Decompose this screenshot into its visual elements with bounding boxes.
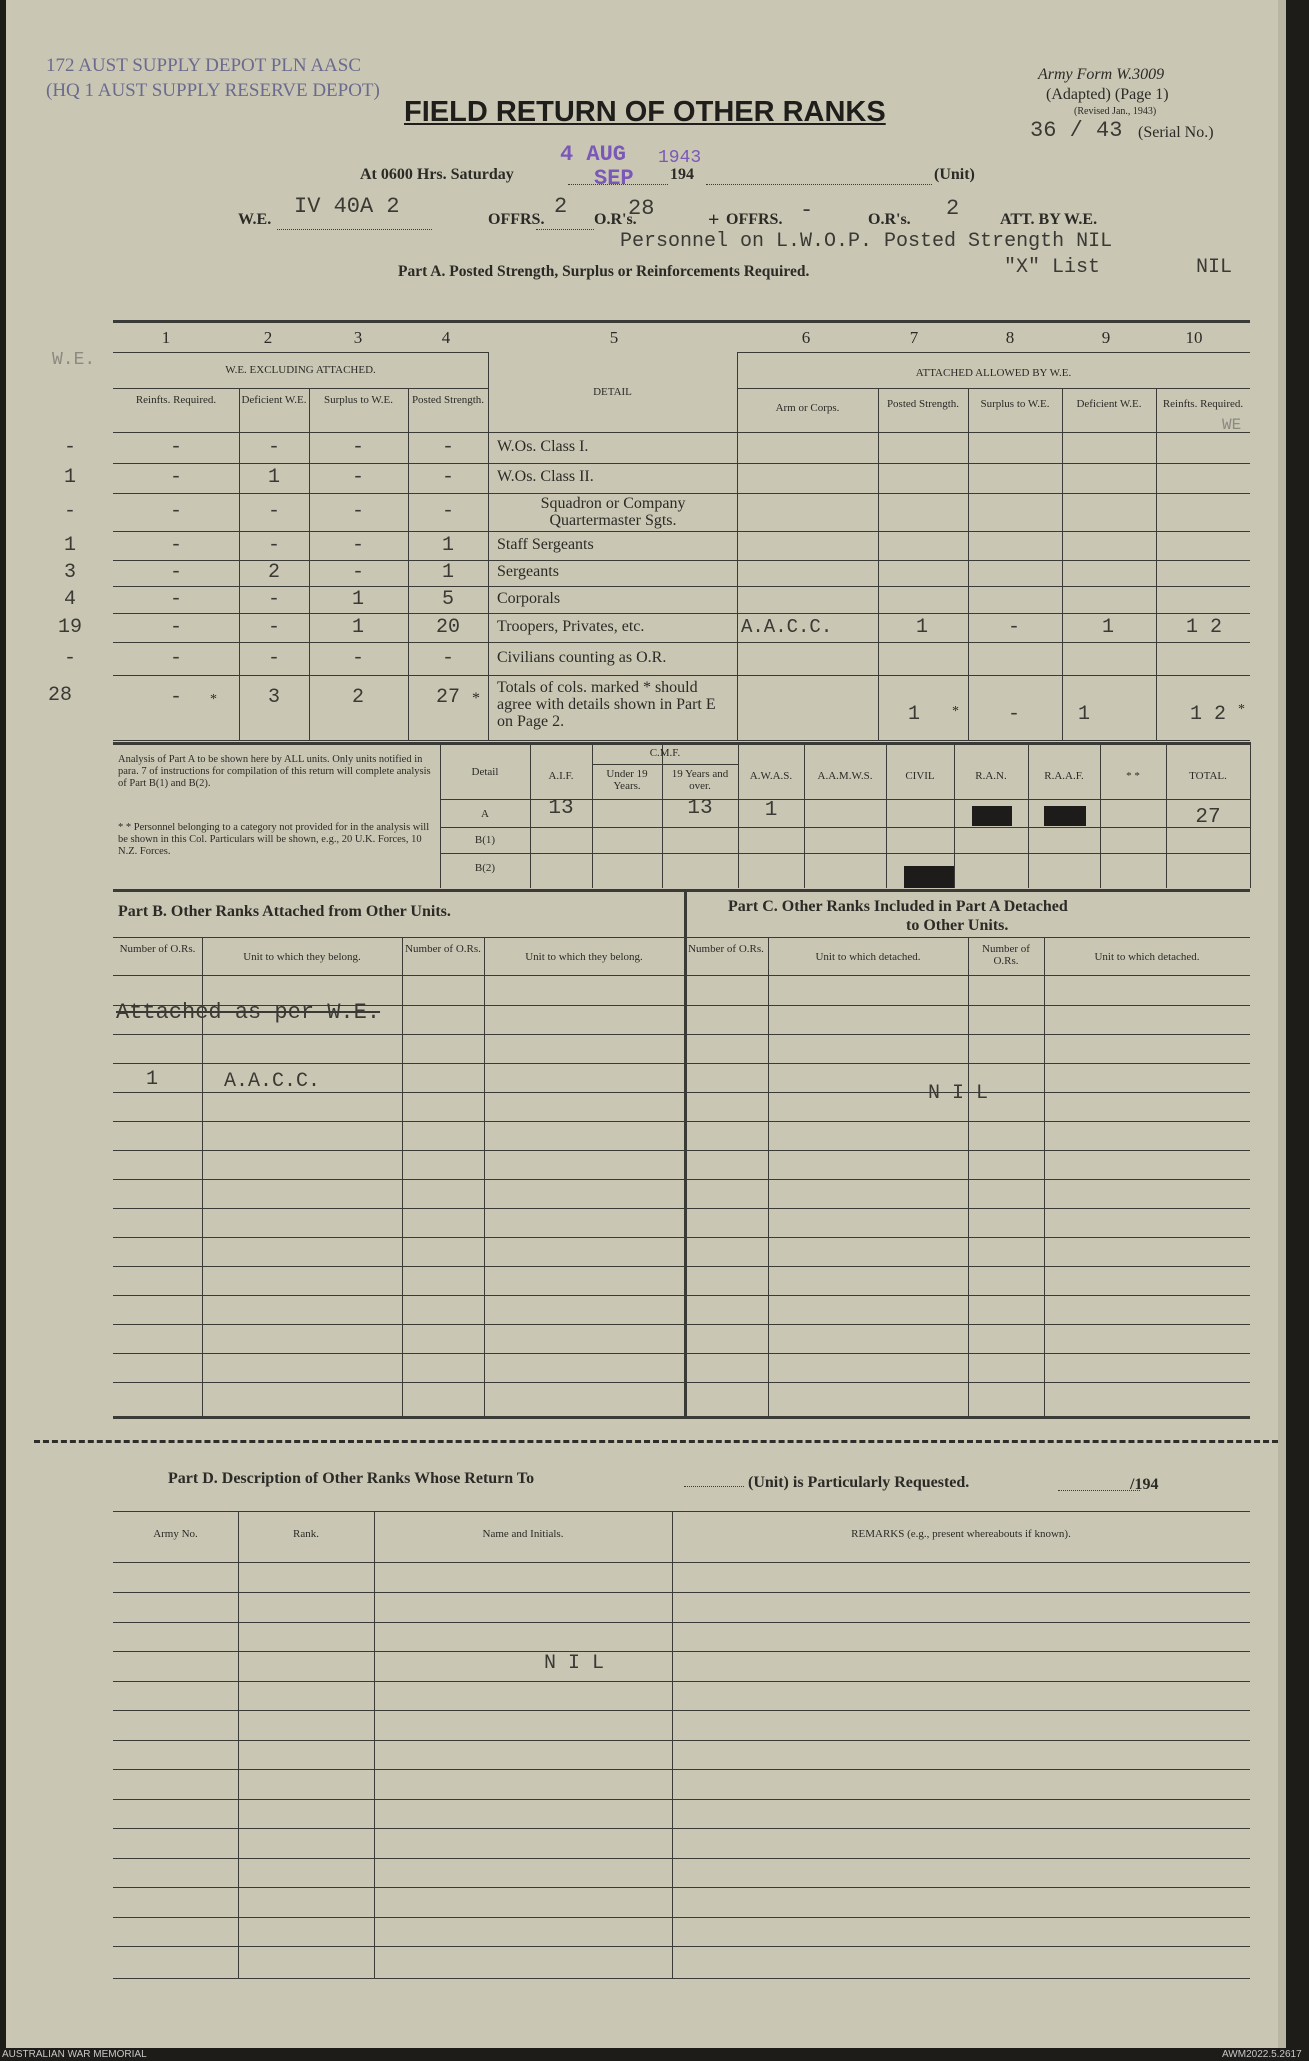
ors2-value: 2 — [946, 196, 960, 221]
army-form-label: Army Form W.3009 — [1038, 66, 1165, 83]
column-line — [968, 388, 969, 740]
table-cell: - — [169, 646, 182, 670]
part-bc-bottom-rule — [113, 1416, 1250, 1419]
part-c-title-1: Part C. Other Ranks Included in Part A Detached — [728, 898, 1068, 915]
table-cell: 20 — [435, 615, 460, 639]
column-number: 8 — [1005, 328, 1015, 347]
lwop-note: Personnel on L.W.O.P. Posted Strength NIL — [620, 230, 1113, 253]
redaction-civil-b2 — [904, 866, 954, 888]
table-cell: - — [267, 500, 280, 523]
ors2-label: O.R's. — [868, 211, 911, 228]
analysis-row-label: B(2) — [474, 862, 496, 874]
part-d-row-line — [113, 1622, 1250, 1623]
part-d-column-line — [374, 1511, 375, 1978]
x-list-note: "X" List NIL — [1004, 256, 1233, 279]
detail-label: W.Os. Class I. — [497, 437, 589, 455]
table-cell: - — [351, 533, 364, 557]
bc-row-line — [113, 1208, 1250, 1209]
arm-corps-cell: A.A.C.C. — [741, 615, 833, 638]
bc-column-line — [484, 937, 485, 1416]
total-cell: 2 — [351, 686, 364, 709]
we-value-cell: - — [63, 646, 76, 670]
table-cell: - — [351, 435, 364, 459]
bc-row-line — [113, 1005, 1250, 1006]
detail-label: Staff Sergeants — [497, 535, 594, 553]
totals-detail-label: Totals of cols. marked * should agree with details shown in Part E on Page 2. — [497, 679, 716, 730]
bc-row-line — [113, 1324, 1250, 1325]
we-value-cell: 19 — [57, 615, 82, 639]
column-number: 4 — [441, 328, 451, 347]
part-c-entry: N I L — [928, 1082, 989, 1105]
detail-label: Troopers, Privates, etc. — [497, 617, 645, 635]
part-d-row-line — [113, 1858, 1250, 1859]
offrs2-label: OFFRS. — [726, 211, 783, 228]
analysis-column-header: TOTAL. — [1189, 770, 1227, 782]
table-cell: - — [169, 587, 182, 611]
column-line — [878, 388, 879, 740]
analysis-column-header: R.A.A.F. — [1044, 770, 1084, 782]
bc-column-header: Number of O.Rs. — [405, 943, 481, 955]
sub-header-right: Posted Strength. — [886, 398, 960, 410]
we-value-cell: - — [63, 435, 76, 459]
part-d-unit-dotline — [684, 1486, 744, 1487]
part-a-bottom-rule — [113, 742, 1250, 745]
table-cell: - — [169, 466, 182, 489]
asterisk-mark: * — [210, 692, 217, 707]
table-cell: - — [1007, 615, 1020, 639]
column-line — [239, 388, 240, 740]
offrs2-value: - — [800, 198, 814, 223]
rule-line — [113, 352, 488, 353]
bc-column-line — [202, 937, 203, 1416]
rule-line — [737, 388, 1250, 389]
bc-row-line — [113, 1121, 1250, 1122]
bc-row-line — [113, 1063, 1250, 1064]
asterisk-mark: * — [1238, 702, 1245, 717]
part-a-top-rule — [113, 320, 1250, 323]
column-line — [662, 764, 663, 888]
we-value-cell: 3 — [63, 561, 76, 584]
bc-column-line — [968, 937, 969, 1416]
we-margin-label: W.E. — [52, 350, 96, 370]
table-cell: 1 — [351, 615, 364, 639]
table-cell: 1 — [441, 533, 454, 557]
column-number: 6 — [801, 328, 811, 347]
part-d-entry: N I L — [544, 1652, 605, 1675]
redaction-raaf — [1044, 806, 1086, 826]
rule-line — [113, 463, 1250, 464]
bc-column-header: Unit to which they belong. — [243, 951, 361, 963]
we-value-cell: 4 — [63, 587, 76, 611]
table-cell: 5 — [441, 587, 454, 611]
total-cell: 27 — [435, 686, 460, 709]
table-cell: - — [441, 646, 454, 670]
bc-header-top — [113, 937, 1250, 938]
table-cell: 1 — [1101, 615, 1114, 639]
unit-dotline — [706, 184, 932, 185]
table-cell: 2 — [267, 561, 280, 584]
column-line — [488, 352, 489, 740]
column-number: 3 — [353, 328, 363, 347]
rule-line — [113, 613, 1250, 614]
part-d-row-line — [113, 1740, 1250, 1741]
unit-label: (Unit) — [934, 166, 975, 183]
table-cell: - — [267, 587, 280, 611]
rule-line — [113, 388, 488, 389]
part-d-column-header: Rank. — [293, 1528, 319, 1540]
year-label: 194 — [670, 166, 694, 183]
column-number: 2 — [263, 328, 273, 347]
table-cell: - — [441, 435, 454, 459]
part-d-row-line — [113, 1828, 1250, 1829]
part-b-entry-unit: A.A.C.C. — [224, 1070, 321, 1093]
we-value-cell: - — [63, 500, 76, 523]
analysis-column-header: A.W.A.S. — [749, 770, 793, 782]
column-line — [309, 388, 310, 740]
we-dotline — [277, 229, 432, 230]
part-d-row-line — [113, 1592, 1250, 1593]
total-cell: - — [169, 686, 182, 709]
bc-row-line — [113, 1237, 1250, 1238]
total-cell: 1 2 — [1189, 703, 1226, 726]
analysis-column-line — [804, 742, 805, 888]
column-line — [408, 388, 409, 740]
bc-row-line — [113, 1266, 1250, 1267]
analysis-total: 27 — [1195, 806, 1221, 829]
arm-corps-header: Arm or Corps. — [775, 402, 840, 414]
footer-right: AWM2022.5.2617 — [1222, 2049, 1302, 2060]
part-d-row-line — [113, 1710, 1250, 1711]
we-value-cell: 1 — [63, 533, 76, 557]
ors-label: O.R's. — [594, 211, 637, 228]
analysis-column-header: CIVIL — [905, 770, 935, 782]
date-stamp-year: 1943 — [658, 148, 702, 168]
date-stamp-month: SEP — [594, 166, 634, 191]
part-d-row-line — [113, 1946, 1250, 1947]
plus-sign: + — [708, 209, 720, 231]
part-d-header-rule — [113, 1562, 1250, 1563]
detail-label: Corporals — [497, 589, 561, 607]
analysis-column-header: Under 19 Years. — [606, 768, 648, 792]
part-b-title: Part B. Other Ranks Attached from Other Units. — [118, 903, 451, 920]
we-total: 28 — [47, 684, 72, 707]
rule-line — [113, 642, 1250, 643]
part-b-entry-number: 1 — [146, 1068, 159, 1091]
we-value: IV 40A 2 — [294, 194, 400, 219]
table-cell: - — [267, 435, 280, 459]
column-number: 10 — [1185, 328, 1203, 347]
sub-header-left: Surplus to W.E. — [323, 394, 394, 406]
bc-row-line — [113, 1150, 1250, 1151]
asterisk-mark: * — [952, 704, 959, 719]
rule-line — [737, 352, 1250, 353]
table-cell: - — [169, 500, 182, 523]
analysis-row-line — [440, 853, 1250, 854]
rule-line — [113, 432, 1250, 433]
table-cell: 1 — [441, 561, 454, 584]
table-cell: 1 — [351, 587, 364, 611]
bc-column-header: Number of O.Rs. — [119, 943, 196, 955]
table-cell: 1 2 — [1185, 615, 1222, 639]
analysis-row-label: B(1) — [474, 834, 496, 846]
we-label: W.E. — [238, 211, 272, 228]
table-cell: - — [351, 561, 364, 584]
analysis-aif: 13 — [548, 797, 574, 820]
detail-label: Sergeants — [497, 563, 559, 580]
total-cell: 1 — [1077, 703, 1090, 726]
attached-note: Attached as per W.E. — [116, 1000, 381, 1025]
column-number: 5 — [609, 328, 619, 347]
part-d-row-line — [113, 1887, 1250, 1888]
date-stamp-day: 4 AUG — [560, 142, 627, 167]
detail-header: DETAIL — [593, 386, 632, 398]
offrs-label: OFFRS. — [488, 211, 545, 228]
analysis-bottom-rule — [113, 889, 1250, 892]
part-bc-divider — [684, 889, 687, 1416]
part-d-bottom-rule — [113, 1978, 1250, 1979]
table-cell: - — [267, 533, 280, 557]
paper-edge — [1278, 0, 1286, 2048]
detail-label: Squadron or Company Quartermaster Sgts. — [540, 495, 686, 529]
part-d-column-header: Army No. — [153, 1528, 198, 1540]
bc-row-line — [113, 1382, 1250, 1383]
offrs-dotline — [536, 229, 594, 230]
rule-line — [113, 493, 1250, 494]
column-number: 1 — [161, 328, 171, 347]
analysis-column-line — [1100, 742, 1101, 888]
sub-header-left: Reinfts. Required. — [135, 394, 217, 406]
tear-line — [34, 1440, 1278, 1443]
table-cell: - — [169, 533, 182, 557]
column-line — [1156, 388, 1157, 740]
part-d-date: /194 — [1130, 1476, 1159, 1493]
we-value-cell: 1 — [63, 466, 76, 489]
analysis-column-header: R.A.N. — [975, 770, 1007, 782]
att-by-we-label: ATT. BY W.E. — [1000, 211, 1098, 228]
sub-header-left: Posted Strength. — [411, 394, 485, 406]
analysis-awas: 1 — [764, 799, 778, 822]
table-cell: - — [267, 615, 280, 639]
table-cell: 1 — [915, 615, 928, 639]
part-d-row-line — [113, 1769, 1250, 1770]
sub-header-right: Deficient W.E. — [1076, 398, 1142, 410]
analysis-note-2: * * Personnel belonging to a category not provided for in the analysis will be shown in this Col. Particulars will be shown, e.g., 20 U.K. Forces, 10 N.Z. Forces. — [118, 822, 430, 857]
bc-column-header: Number of O.Rs. — [688, 943, 764, 955]
at-hrs-label: At 0600 Hrs. Saturday — [360, 166, 514, 183]
detail-label: W.Os. Class II. — [497, 468, 594, 485]
rule-line — [113, 531, 1250, 532]
analysis-column-header: A.A.M.W.S. — [817, 770, 873, 782]
analysis-row-line — [440, 827, 1250, 828]
table-cell: - — [351, 500, 364, 523]
table-cell: - — [351, 466, 364, 489]
analysis-detail-header: Detail — [471, 766, 499, 778]
part-d-title-mid: (Unit) is Particularly Requested. — [748, 1474, 970, 1491]
form-title: FIELD RETURN OF OTHER RANKS — [404, 96, 886, 128]
table-cell: - — [267, 646, 280, 670]
unit-stamp-line2: (HQ 1 AUST SUPPLY RESERVE DEPOT) — [46, 80, 380, 101]
table-cell: - — [169, 615, 182, 639]
table-cell: 1 — [267, 466, 280, 489]
ors-value: 28 — [628, 196, 655, 221]
total-cell: - — [1007, 703, 1020, 726]
bc-column-header: Unit to which detached. — [1094, 951, 1200, 963]
part-d-column-line — [238, 1511, 239, 1978]
unit-stamp-line1: 172 AUST SUPPLY DEPOT PLN AASC — [46, 55, 362, 76]
bc-row-line — [113, 1092, 1250, 1093]
table-cell: - — [441, 500, 454, 523]
bc-header-bottom — [113, 975, 1250, 976]
revised-label: (Revised Jan., 1943) — [1074, 106, 1157, 117]
part-d-column-header: Name and Initials. — [482, 1528, 564, 1540]
column-number: 9 — [1101, 328, 1111, 347]
table-cell: - — [441, 466, 454, 489]
part-a-title: Part A. Posted Strength, Surplus or Reinforcements Required. — [398, 263, 810, 280]
bc-row-line — [113, 1034, 1250, 1035]
part-d-column-header: REMARKS (e.g., present whereabouts if known). — [851, 1528, 1071, 1540]
cmf-divider — [592, 764, 738, 765]
analysis-column-line — [886, 742, 887, 888]
analysis-column-line — [1250, 742, 1251, 888]
bc-column-line — [1044, 937, 1045, 1416]
we-excluding-header: W.E. EXCLUDING ATTACHED. — [225, 364, 376, 376]
sub-header-left: Deficient W.E. — [241, 394, 307, 406]
total-cell: 1 — [907, 703, 920, 726]
part-d-date-dotline — [1058, 1490, 1140, 1491]
analysis-note: Analysis of Part A to be shown here by ALL units. Only units notified in para. 7 of instructions for compilation of this return will complete analysis of Part B(1) and B(2). — [118, 754, 431, 789]
table-cell: - — [169, 435, 182, 459]
adapted-label: (Adapted) (Page 1) — [1046, 86, 1169, 103]
bc-row-line — [113, 1353, 1250, 1354]
part-d-title: Part D. Description of Other Ranks Whose Return To — [168, 1470, 535, 1487]
sub-header-right: Surplus to W.E. — [980, 398, 1050, 410]
bc-column-header: Unit to which detached. — [815, 951, 921, 963]
bc-column-line — [768, 937, 769, 1416]
analysis-column-header: A.I.F. — [548, 770, 574, 782]
table-cell: - — [351, 646, 364, 670]
bc-row-line — [113, 1295, 1250, 1296]
analysis-column-header: * * — [1126, 770, 1140, 782]
part-d-row-line — [113, 1681, 1250, 1682]
part-d-column-line — [672, 1511, 673, 1978]
part-d-row-line — [113, 1799, 1250, 1800]
bc-column-header: Unit to which they belong. — [525, 951, 643, 963]
total-cell: 3 — [267, 686, 280, 709]
part-d-row-line — [113, 1651, 1250, 1652]
bc-column-header: Number of O.Rs. — [982, 943, 1030, 967]
detail-label: Civilians counting as O.R. — [497, 648, 667, 666]
bc-row-line — [113, 1179, 1250, 1180]
part-d-top-rule — [113, 1511, 1250, 1512]
analysis-column-line — [954, 742, 955, 888]
serial-label: (Serial No.) — [1138, 124, 1214, 141]
part-d-row-line — [113, 1917, 1250, 1918]
cmf-header: C.M.F. — [649, 747, 681, 759]
part-c-title-2: to Other Units. — [906, 917, 1009, 934]
column-line — [1062, 388, 1063, 740]
analysis-column-header: 19 Years and over. — [671, 768, 729, 792]
column-number: 7 — [909, 328, 919, 347]
offrs-value: 2 — [554, 194, 568, 219]
redaction-ran — [972, 806, 1012, 826]
serial-number: 36 / 43 — [1030, 118, 1123, 143]
bc-column-line — [402, 937, 403, 1416]
attached-allowed-header: ATTACHED ALLOWED BY W.E. — [915, 367, 1072, 379]
analysis-row-label: A — [481, 808, 489, 820]
asterisk-mark: * — [472, 690, 480, 707]
analysis-19-over: 13 — [687, 797, 713, 820]
we-right-margin: WE — [1222, 416, 1242, 434]
rule-line — [113, 740, 1250, 741]
analysis-column-line — [1028, 742, 1029, 888]
footer-left: AUSTRALIAN WAR MEMORIAL — [2, 2049, 147, 2060]
rule-line — [113, 675, 1250, 676]
table-cell: - — [169, 561, 182, 584]
sub-header-right: Reinfts. Required. — [1162, 398, 1244, 410]
